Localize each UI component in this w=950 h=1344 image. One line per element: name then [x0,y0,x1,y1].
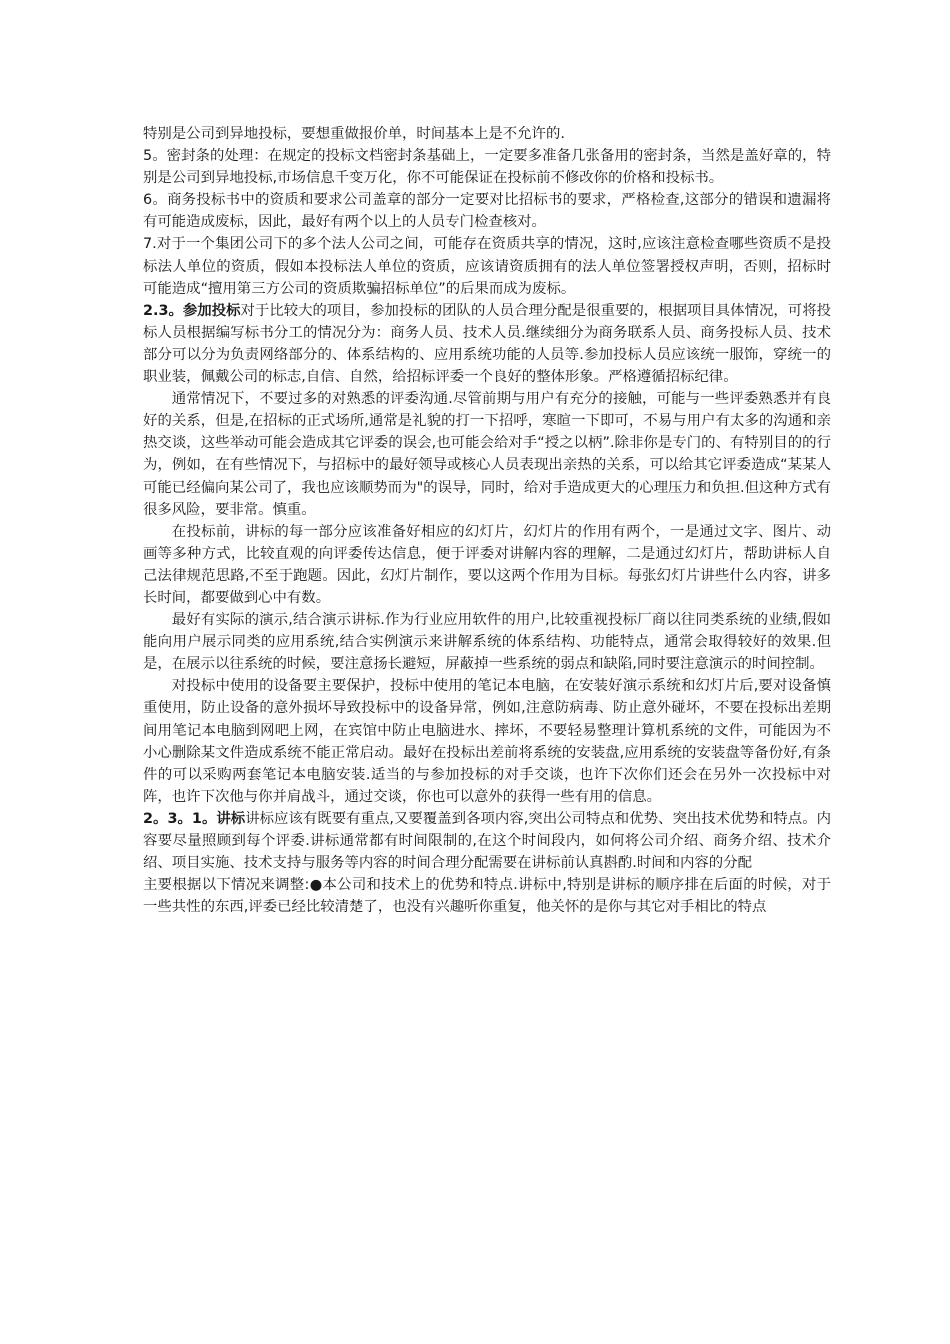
paragraph-text: 特别是公司到异地投标，要想重做报价单，时间基本上是不允许的. [143,126,565,142]
paragraph-item-5 [143,145,831,189]
section-heading-2-3-1: 2。3。1。讲标 [143,810,246,827]
paragraph-equipment [143,675,831,808]
paragraph-text: 讲标应该有既要有重点,又要覆盖到各项内容,突出公司特点和优势、突出技术优势和特点。内容要尽量照顾到每个评委.讲标通常都有时间限制的,在这个时间段内，如何将公司介绍、商务介绍、技术介绍、项目实施、技术支持与服务等内容的时间合理分配需要在讲标前认真斟酌.时间和内容的分配 [143,810,831,872]
paragraph-text: 6。商务投标书中的资质和要求公司盖章的部分一定要对比招标书的要求，严格检查,这部分的错误和遗漏将有可能造成废标，因此，最好有两个以上的人员专门检查核对。 [143,192,831,231]
paragraph-item-6 [143,189,831,233]
paragraph-1 [143,123,831,145]
paragraph-adjustment [143,874,831,918]
section-2-3-1-paragraph [143,808,831,874]
paragraph-text: 通常情况下，不要过多的对熟悉的评委沟通.尽管前期与用户有充分的接触，可能与一些评委熟悉并有良好的关系，但是,在招标的正式场所,通常是礼貌的打一下招呼，寒暄一下即可，不易与用户有太多的沟通和亲热交谈，这些举动可能会造成其它评委的误会,也可能会给对手“授之以柄”.除非你是专门的、有特别目的的行为，例如，在有些情况下，与招标中的最好领导或核心人员表现出亲热的关系，可以给其它评委造成“某某人可能已经偏向某公司了，我也应该顺势而为"的误导，同时，给对手造成更大的心理压力和负担.但这种方式有很多风险，要非常。慎重。 [143,391,831,518]
section-heading-2-3: 2.3。参加投标 [143,302,241,319]
paragraph-text: 5。密封条的处理：在规定的投标文档密封条基础上，一定要多准备几张备用的密封条，当然是盖好章的，特别是公司到异地投标,市场信息千变万化，你不可能保证在投标前不修改你的价格和投标书。 [143,148,831,187]
paragraph-item-7 [143,233,831,299]
section-2-3-paragraph [143,300,831,388]
paragraph-text: 对于比较大的项目，参加投标的团队的人员合理分配是很重要的，根据项目具体情况，可将投标人员根据编写标书分工的情况分为：商务人员、技术人员.继续细分为商务联系人员、商务投标人员、技术部分可以分为负责网络部分的、体系结构的、应用系统功能的人员等.参加投标人员应该统一服饰，穿统一的职业装，佩戴公司的标志,自信、自然，给招标评委一个良好的整体形象。严格遵循招标纪律。 [143,302,831,386]
paragraph-text: 主要根据以下情况来调整:●本公司和技术上的优势和特点.讲标中,特别是讲标的顺序排在后面的时候，对于一些共性的东西,评委已经比较清楚了，也没有兴趣听你重复，他关怀的是你与其它对手相比的特点 [143,877,831,916]
paragraph-text: 对投标中使用的设备要主要保护，投标中使用的笔记本电脑，在安装好演示系统和幻灯片后,要对设备慎重使用，防止设备的意外损坏导致投标中的设备异常，例如,注意防病毒、防止意外碰坏，不要在投标出差期间用笔记本电脑到网吧上网，在宾馆中防止电脑进水、摔坏，不要轻易整理计算机系统的文件，可能因为不小心删除某文件造成系统不能正常启动。最好在投标出差前将系统的安装盘,应用系统的安装盘等备份好,有条件的可以采购两套笔记本电脑安装.适当的与参加投标的对手交谈，也许下次你们还会在另外一次投标中对阵，也许下次他与你并肩战斗，通过交谈，你也可以意外的获得一些有用的信息。 [143,678,831,805]
document-page [143,123,831,918]
paragraph-communication [143,388,831,521]
paragraph-demo [143,609,831,675]
paragraph-text: 在投标前，讲标的每一部分应该准备好相应的幻灯片，幻灯片的作用有两个，一是通过文字、图片、动画等多种方式，比较直观的向评委传达信息，便于评委对讲解内容的理解，二是通过幻灯片，帮助讲标人自己法律规范思路,不至于跑题。因此，幻灯片制作，要以这两个作用为目标。每张幻灯片讲些什么内容，讲多长时间，都要做到心中有数。 [143,523,831,606]
paragraph-text: 最好有实际的演示,结合演示讲标.作为行业应用软件的用户,比较重视投标厂商以往同类系统的业绩,假如能向用户展示同类的应用系统,结合实例演示来讲解系统的体系结构、功能特点，通常会取得较好的效果.但是，在展示以往系统的时候，要注意扬长避短，屏蔽掉一些系统的弱点和缺陷,同时要注意演示的时间控制。 [143,612,831,673]
paragraph-text: 7.对于一个集团公司下的多个法人公司之间，可能存在资质共享的情况，这时,应该注意检查哪些资质不是投标法人单位的资质，假如本投标法人单位的资质，应该请资质拥有的法人单位签署授权声明，否则，招标时可能造成“擅用第三方公司的资质欺骗招标单位”的后果而成为废标。 [143,236,831,297]
paragraph-slides [143,521,831,609]
